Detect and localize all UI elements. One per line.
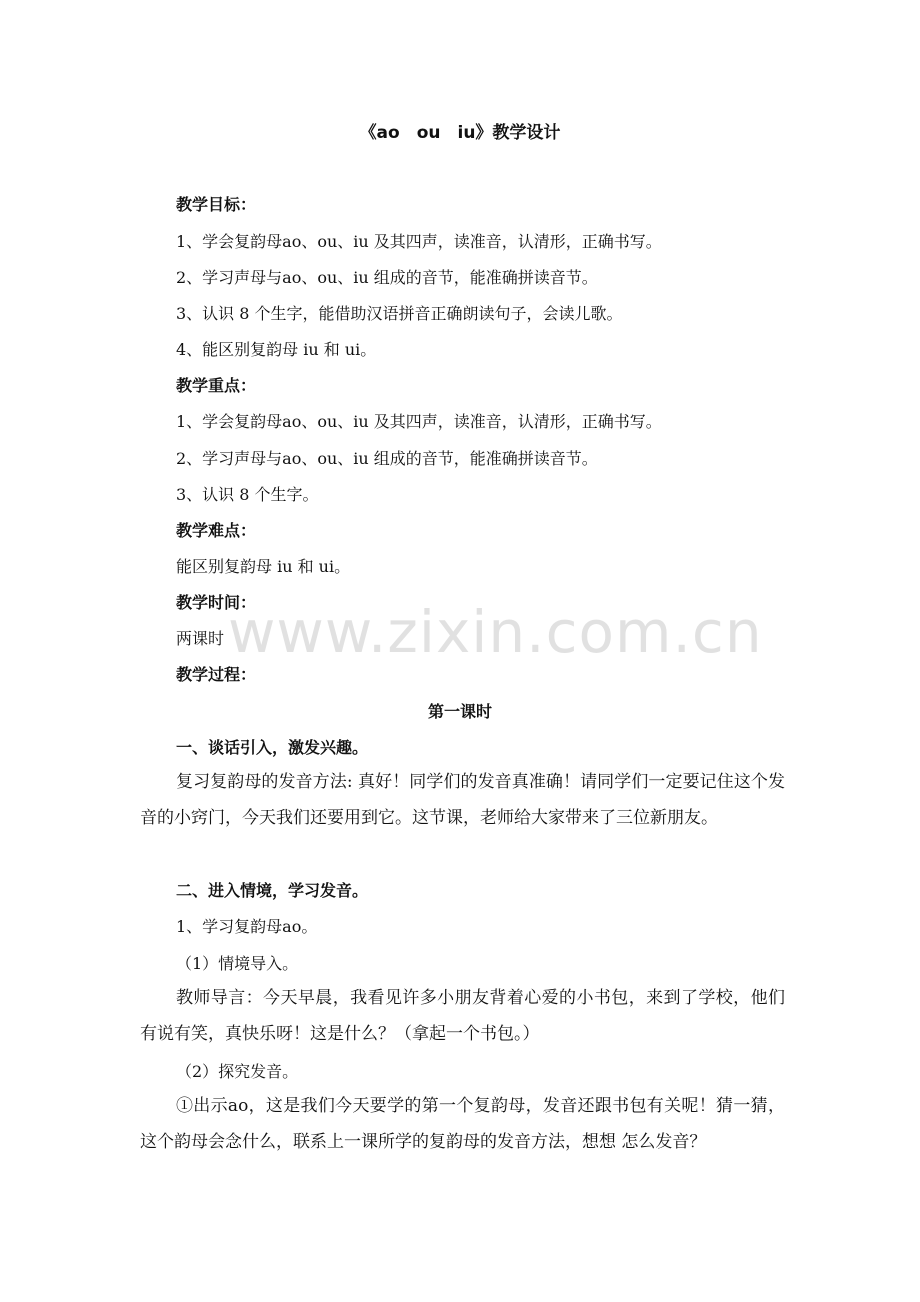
sub1-heading: （1）情境导入。 (176, 954, 299, 973)
goal-item: 3、认识 8 个生字，能借助汉语拼音正确朗读句子，会读儿歌。 (176, 304, 623, 323)
key-point-item: 2、学习声母与ao、ou、iu 组成的音节，能准确拼读音节。 (176, 449, 598, 468)
watermark: www.zixin.com.cn (228, 598, 763, 666)
goals-heading: 教学目标： (176, 195, 257, 214)
process-heading: 教学过程： (176, 665, 257, 684)
section2-heading: 二、进入情境，学习发音。 (176, 881, 369, 900)
key-points-heading: 教学重点： (176, 376, 257, 395)
document-title: 《ao ou iu》教学设计 (359, 123, 561, 143)
time-heading: 教学时间： (176, 593, 257, 612)
sub2-paragraph: ①出示ao，这是我们今天要学的第一个复韵母，发音还跟书包有关呢！猜一猜，这个韵母会念什么，联系上一课所学的复韵母的发音方法，想想 怎么发音？ (140, 1096, 785, 1152)
key-point-item: 1、学会复韵母ao、ou、iu 及其四声，读准音，认清形，正确书写。 (176, 412, 662, 431)
time-text: 两课时 (176, 629, 225, 648)
section1-heading: 一、谈话引入，激发兴趣。 (176, 738, 369, 757)
sub1-paragraph: 教师导言：今天早晨，我看见许多小朋友背着心爱的小书包，来到了学校，他们有说有笑，真快乐呀！这是什么？（拿起一个书包。） (140, 988, 785, 1044)
key-point-item: 3、认识 8 个生字。 (176, 485, 319, 504)
goal-item: 1、学会复韵母ao、ou、iu 及其四声，读准音，认清形，正确书写。 (176, 232, 662, 251)
item1: 1、学习复韵母ao。 (176, 917, 318, 936)
goal-item: 4、能区别复韵母 iu 和 ui。 (176, 340, 377, 359)
difficulty-heading: 教学难点： (176, 521, 257, 540)
sub2-heading: （2）探究发音。 (176, 1062, 299, 1081)
section1-paragraph: 复习复韵母的发音方法: 真好！同学们的发音真准确！请同学们一定要记住这个发音的小窍门，今天我们还要用到它。这节课，老师给大家带来了三位新朋友。 (140, 772, 785, 828)
lesson-title: 第一课时 (427, 702, 492, 721)
goal-item: 2、学习声母与ao、ou、iu 组成的音节，能准确拼读音节。 (176, 268, 598, 287)
difficulty-text: 能区别复韵母 iu 和 ui。 (176, 557, 351, 576)
